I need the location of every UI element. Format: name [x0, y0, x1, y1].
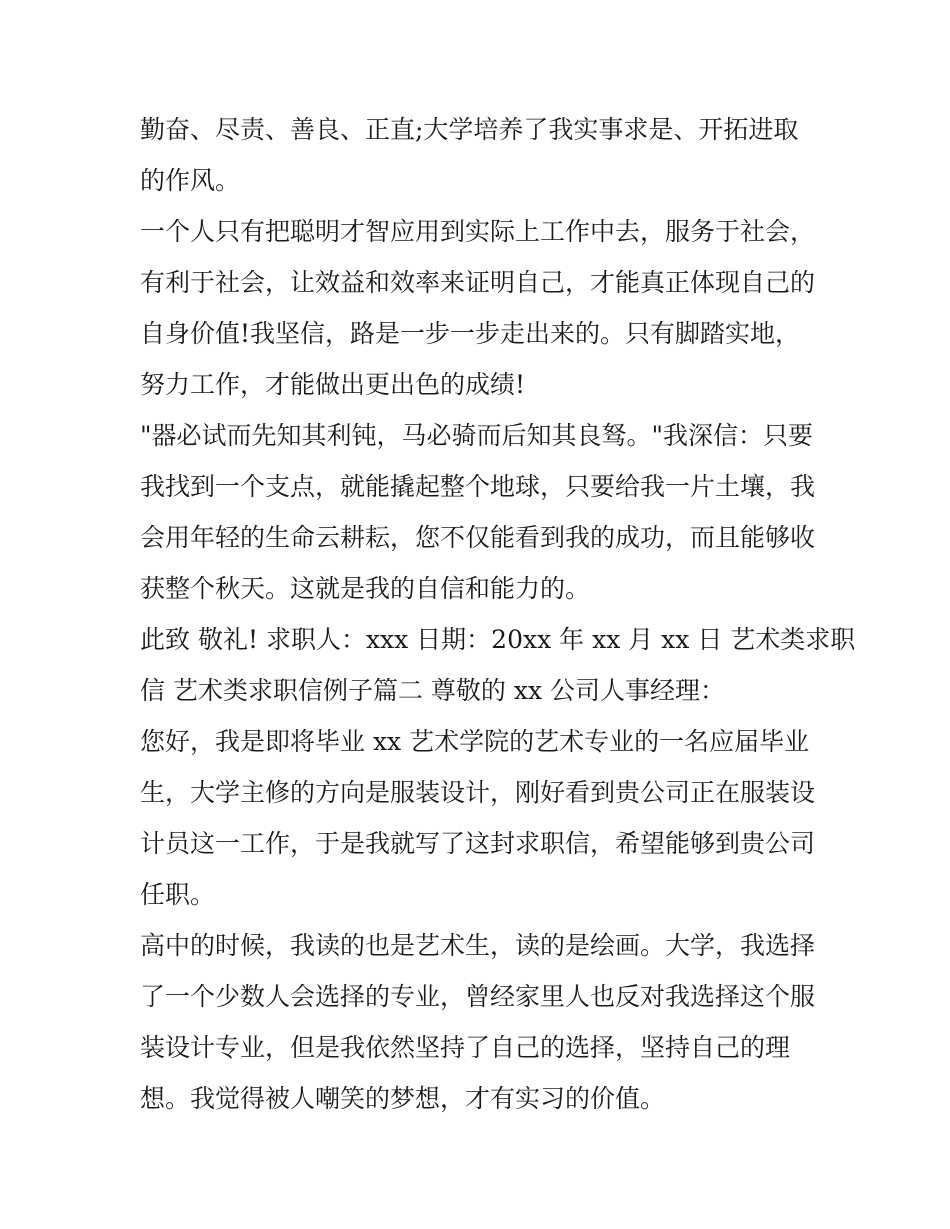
text-line: 想。我觉得被人嘲笑的梦想，才有实习的价值。 — [140, 1084, 666, 1113]
text-line: 此致 敬礼! 求职人：xxx 日期：20xx 年 xx 月 xx 日 艺术类求职 — [140, 625, 856, 654]
text-line: 任职。 — [140, 880, 216, 909]
text-line: 勤奋、尽责、善良、正直;大学培养了我实事求是、开拓进取 — [140, 115, 799, 144]
text-line: 生，大学主修的方向是服装设计，刚好看到贵公司正在服装设 — [140, 778, 816, 807]
text-line: 计员这一工作，于是我就写了这封求职信，希望能够到贵公司 — [140, 829, 816, 858]
text-line: 获整个秋天。这就是我的自信和能力的。 — [140, 574, 591, 603]
text-line: 会用年轻的生命云耕耘，您不仅能看到我的成功，而且能够收 — [140, 523, 816, 552]
text-line: 了一个少数人会选择的专业，曾经家里人也反对我选择这个服 — [140, 982, 816, 1011]
text-line: "器必试而先知其利钝，马必骑而后知其良驽。"我深信：只要 — [140, 421, 814, 450]
text-line: 一个人只有把聪明才智应用到实际上工作中去，服务于社会， — [140, 217, 816, 246]
text-line: 的作风。 — [140, 166, 241, 195]
text-line: 努力工作，才能做出更出色的成绩! — [140, 370, 526, 399]
text-line: 装设计专业，但是我依然坚持了自己的选择，坚持自己的理 — [140, 1033, 791, 1062]
text-line: 有利于社会，让效益和效率来证明自己，才能真正体现自己的 — [140, 268, 816, 297]
text-line: 信 艺术类求职信例子篇二 尊敬的 xx 公司人事经理： — [140, 676, 725, 705]
text-line: 自身价值!我坚信，路是一步一步走出来的。只有脚踏实地， — [140, 319, 801, 348]
text-line: 我找到一个支点，就能撬起整个地球，只要给我一片土壤，我 — [140, 472, 816, 501]
document-body — [140, 104, 856, 1124]
text-line: 高中的时候，我读的也是艺术生，读的是绘画。大学，我选择 — [140, 931, 816, 960]
text-line: 您好，我是即将毕业 xx 艺术学院的艺术专业的一名应届毕业 — [140, 727, 810, 756]
